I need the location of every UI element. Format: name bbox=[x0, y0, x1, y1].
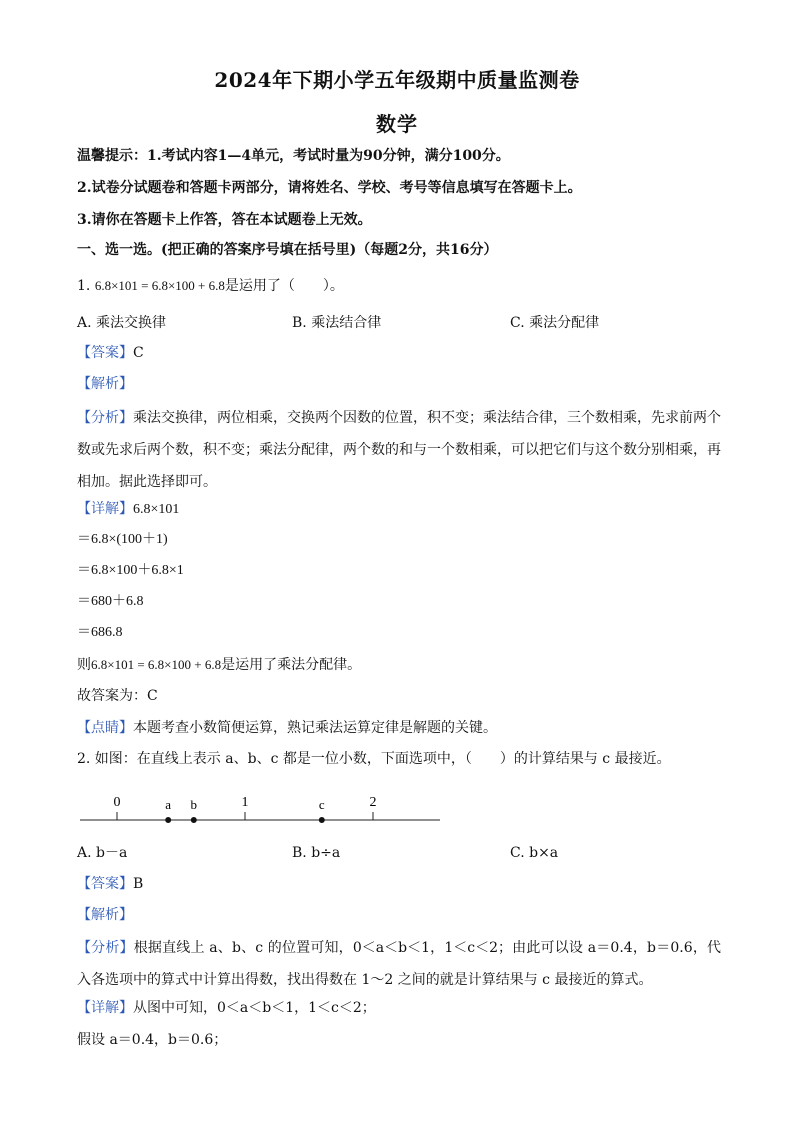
q1-stem bbox=[77, 276, 344, 296]
q2-detail bbox=[77, 998, 376, 1018]
q2-option-b: B. b÷a bbox=[292, 845, 341, 861]
q2-detail-prefix: 【详解】 bbox=[77, 1000, 133, 1016]
q1-answer-label: 【答案】 bbox=[77, 345, 133, 361]
q1-answer-value: C bbox=[133, 345, 144, 361]
number-line-point-c bbox=[319, 817, 325, 823]
q1-comment bbox=[77, 718, 497, 738]
q1-analysis bbox=[77, 402, 721, 498]
q1-option-b: B. 乘法结合律 bbox=[292, 315, 382, 331]
exam-title: 2024年下期小学五年级期中质量监测卷 bbox=[214, 68, 580, 92]
q1-step-1: ＝6.8×(100＋1) bbox=[77, 532, 168, 547]
note-line-2: 2.试卷分试题卷和答题卡两部分，请将姓名、学校、考号等信息填写在答题卡上。 bbox=[77, 180, 582, 196]
q2-analysis-label: 【解析】 bbox=[77, 907, 133, 923]
q2-answer-value: B bbox=[133, 876, 144, 892]
q2-analysis-prefix: 【分析】 bbox=[77, 940, 134, 956]
q1-analysis-label: 【解析】 bbox=[77, 376, 133, 392]
q2-analysis bbox=[77, 932, 721, 996]
number-line-tick-label-1: 1 bbox=[241, 795, 249, 810]
q1-comment-text: 本题考查小数简便运算，熟记乘法运算定律是解题的关键。 bbox=[133, 720, 497, 736]
number-line-figure bbox=[70, 785, 450, 835]
q1-step-3: ＝680＋6.8 bbox=[77, 594, 144, 609]
q1-analysis-text: 乘法交换律，两位相乘，交换两个因数的位置，积不变；乘法结合律，三个数相乘，先求前两个数或先求后两个数，积不变；乘法分配律，两个数的和与一个数相乘，可以把它们与这个数分别相乘，再相加。据此选择即可。 bbox=[77, 410, 721, 490]
subject-title: 数学 bbox=[376, 112, 418, 136]
note-line-3: 3.请你在答题卡上作答，答在本试题卷上无效。 bbox=[77, 212, 372, 228]
q1-analysis-prefix: 【分析】 bbox=[77, 410, 133, 426]
number-line-point-label-b: b bbox=[190, 797, 198, 812]
q2-assumption: 假设 a＝0.4，b＝0.6； bbox=[77, 1032, 228, 1048]
q1-step-0: 6.8×101 bbox=[133, 502, 180, 517]
q2-option-c: C. b×a bbox=[510, 845, 559, 861]
q1-option-c: C. 乘法分配律 bbox=[510, 315, 600, 331]
number-line-tick-label-2: 2 bbox=[369, 795, 377, 810]
q2-stem: 2. 如图：在直线上表示 a、b、c 都是一位小数，下面选项中，（ ）的计算结果与 c 最接近。 bbox=[77, 751, 671, 767]
q2-answer bbox=[77, 874, 143, 894]
q2-analysis-text: 根据直线上 a、b、c 的位置可知，0＜a＜b＜1，1＜c＜2；由此可以设 a＝0.4，b＝0.6，代入各选项中的算式中计算出得数，找出得数在 1～2 之间的就是计算结果与 c 最接近的算式。 bbox=[77, 940, 722, 988]
q1-step-2: ＝6.8×100＋6.8×1 bbox=[77, 563, 184, 578]
number-line-tick-label-0: 0 bbox=[113, 795, 121, 810]
q1-option-a: A. 乘法交换律 bbox=[77, 315, 167, 331]
note-line-1: 温馨提示：1.考试内容1—4单元，考试时量为90分钟，满分100分。 bbox=[77, 148, 510, 164]
q1-final-answer: 故答案为：C bbox=[77, 688, 158, 704]
q1-detail bbox=[77, 499, 179, 520]
q1-conclusion-expr: 6.8×101 = 6.8×100 + 6.8 bbox=[91, 657, 222, 672]
q1-stem-rest: 是运用了（ ）。 bbox=[224, 278, 344, 294]
number-line-point-a bbox=[165, 817, 171, 823]
number-line-point-label-c: c bbox=[318, 797, 325, 812]
number-line-point-label-a: a bbox=[165, 797, 172, 812]
q1-comment-prefix: 【点睛】 bbox=[77, 720, 133, 736]
q1-conclusion bbox=[77, 655, 361, 675]
q1-step-4: ＝686.8 bbox=[77, 625, 123, 640]
q2-detail-text: 从图中可知，0＜a＜b＜1，1＜c＜2； bbox=[133, 1000, 376, 1016]
q2-answer-label: 【答案】 bbox=[77, 876, 133, 892]
number-line-point-b bbox=[191, 817, 197, 823]
section-heading: 一、选一选。(把正确的答案序号填在括号里)（每题2分，共16分） bbox=[77, 242, 498, 258]
q2-option-a: A. b－a bbox=[77, 845, 128, 861]
q1-conclusion-rest: 是运用了乘法分配律。 bbox=[221, 657, 362, 673]
q1-conclusion-prefix: 则 bbox=[77, 657, 91, 673]
q1-detail-prefix: 【详解】 bbox=[77, 501, 133, 517]
q1-number: 1. bbox=[77, 278, 91, 294]
q1-expression: 6.8×101 = 6.8×100 + 6.8 bbox=[94, 278, 225, 293]
q1-answer bbox=[77, 343, 144, 363]
